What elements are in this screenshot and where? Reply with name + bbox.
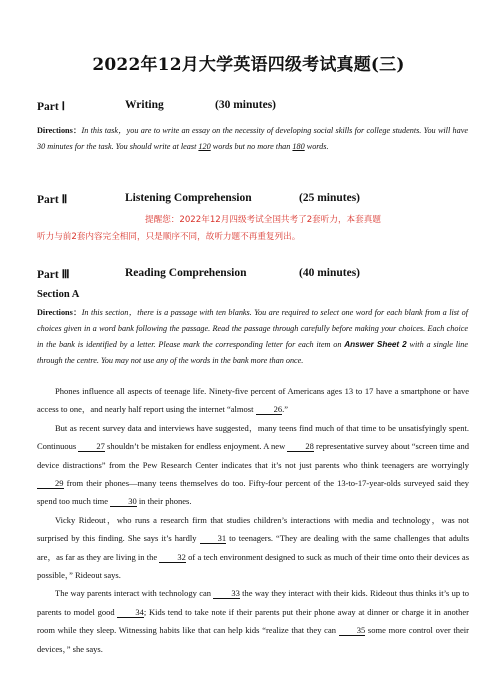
part3-directions-text-2: with a single line through the centre. You may not use any of the words in the bank more than once. [37, 340, 468, 365]
part3-directions-label: Directions： [37, 308, 82, 317]
listening-note-line1: 提醒您：2022年12月四级考试全国共考了2套听力，本套真题 [145, 215, 381, 225]
max-words: 180 [292, 142, 305, 151]
blank-26: 26 [256, 404, 283, 415]
passage-text: Phones influence all aspects of teenage life. Ninety-five percent of Americans ages 13 to 17 have a smartphone or have access to one，and nearly half report using the internet “almost [37, 386, 469, 415]
part2-label: Part Ⅱ [37, 194, 68, 206]
part1-directions-text-3: words. [304, 142, 329, 151]
part1-directions [37, 123, 468, 155]
part1-time: (30 minutes) [215, 99, 277, 111]
passage-text: to teenagers. “They are dealing with the same challenges that adults are，as far as they are living in the [37, 533, 470, 562]
blank-28: 28 [287, 441, 314, 452]
part3-directions-text: In this section，there is a passage with ten blanks. You are required to select one word for each blank from a list of choices given in a word bank following the passage. Read the passage through carefully before making your choices. Each choice in the bank is identified by a letter. Please mark the corresponding letter for each item on [37, 308, 468, 349]
passage-text: shouldn’t be mistaken for endless enjoyment. A new [104, 441, 288, 452]
passage-text: in their phones. [136, 496, 192, 507]
passage-text: The way parents interact with technology can [55, 588, 214, 599]
blank-29: 29 [37, 478, 64, 489]
passage-paragraph-2 [37, 419, 469, 511]
part2-time: (25 minutes) [299, 192, 361, 204]
passage-text: representative survey about “screen time and device distractions” from the Pew Research Center indicates that it’s not just parents who think teenagers are worryingly [37, 441, 469, 470]
page-title: 2022年12月大学英语四级考试真题(三) [92, 55, 405, 75]
part3-name: Reading Comprehension [125, 267, 247, 279]
part1-header [37, 99, 467, 113]
part2-name: Listening Comprehension [125, 192, 252, 204]
passage [37, 382, 469, 658]
min-words: 120 [198, 142, 211, 151]
blank-31: 31 [200, 533, 227, 544]
passage-paragraph-3 [37, 511, 469, 585]
blank-30: 30 [110, 496, 137, 507]
part3-header [37, 267, 467, 281]
part1-directions-label: Directions： [37, 126, 82, 135]
passage-text: .” [282, 404, 288, 415]
part3-time: (40 minutes) [299, 267, 361, 279]
passage-text: Vicky Rideout，who runs a research firm that studies children’s interactions with media and technology，was not surprised by this finding. She says it’s hardly [37, 514, 469, 544]
part3-directions [37, 305, 468, 369]
passage-paragraph-1 [37, 382, 469, 419]
passage-text: the way they interact with their kids. Rideout thus thinks it’s up to parents to model good [37, 588, 469, 617]
answer-sheet-label: Answer Sheet 2 [344, 340, 407, 349]
passage-text: ; Kids tend to take note if their parents put their phone away at dinner or charge it in another room while they sleep. Witnessing habits like that can help kids “realize that they can [37, 606, 470, 636]
section-a-heading: Section A [37, 289, 80, 300]
passage-text: some more control over their devices，” she says. [37, 625, 469, 654]
part1-directions-text: In this task，you are to write an essay on the necessity of developing social skills for college students. You will have 30 minutes for the task. You should write at least [37, 126, 468, 151]
listening-note [37, 212, 469, 246]
passage-paragraph-4 [37, 584, 469, 658]
passage-text: of a tech environment designed to suck as much of their time onto their devices as possible，” Rideout says. [37, 551, 470, 581]
part1-directions-text-2: words but no more than [210, 142, 293, 151]
blank-34: 34 [117, 607, 144, 618]
part3-label: Part Ⅲ [37, 269, 70, 281]
part1-label: Part Ⅰ [37, 101, 65, 113]
part2-header [37, 192, 467, 206]
part1-name: Writing [125, 99, 164, 111]
blank-32: 32 [159, 552, 186, 563]
blank-33: 33 [213, 588, 240, 599]
blank-27: 27 [78, 441, 105, 452]
passage-text: from their phones—many teens themselves do too. Fifty-four percent of the 13-to-17-year-olds surveyed said they spend too much time [37, 478, 469, 507]
blank-35: 35 [339, 625, 366, 636]
passage-text: But as recent survey data and interviews have suggested，many teens find much of that time to be unsatisfyingly spent. Continuous [37, 422, 469, 452]
listening-note-line2: 听力与前2套内容完全相同，只是顺序不同，故听力题不再重复列出。 [37, 232, 301, 242]
